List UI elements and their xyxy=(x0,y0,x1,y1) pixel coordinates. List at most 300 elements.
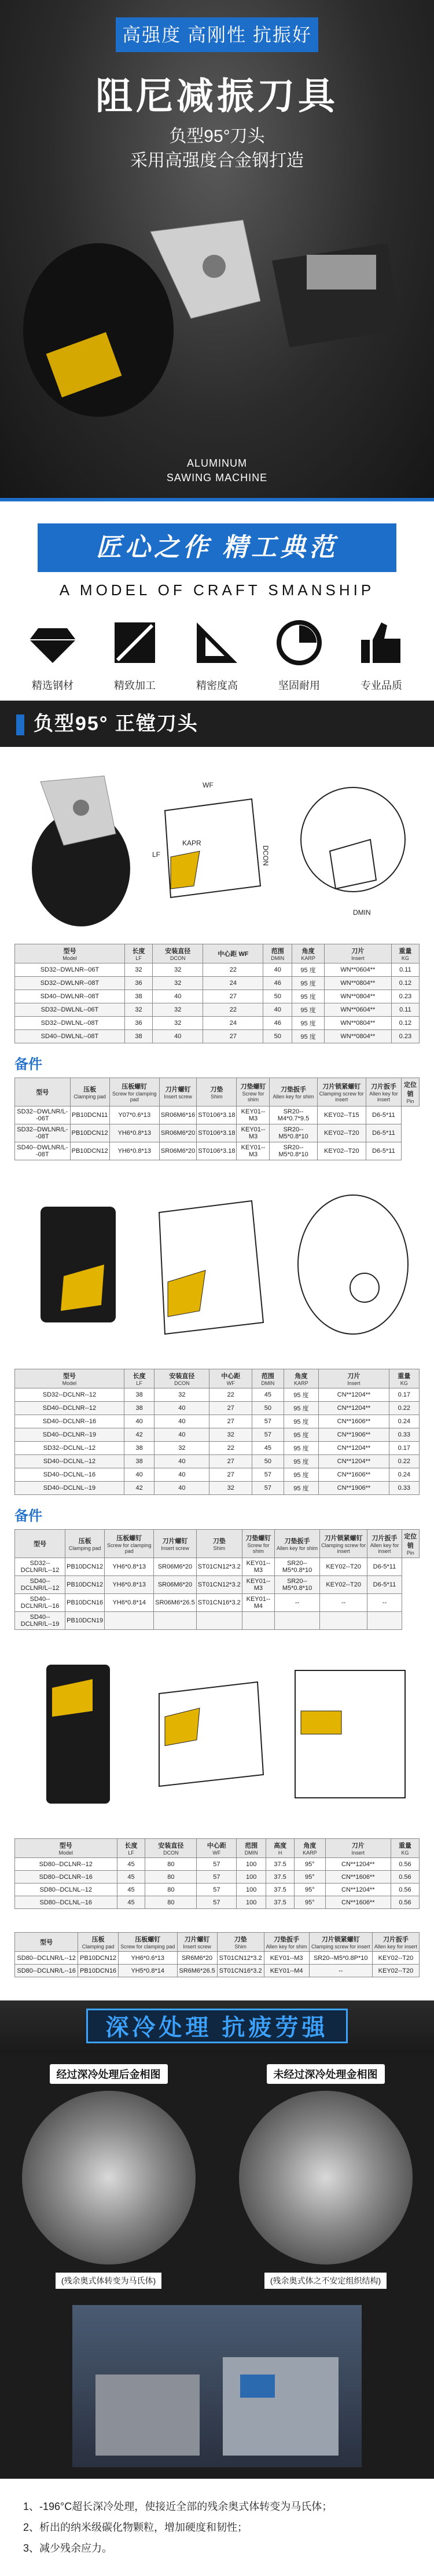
table-cell: KEY02--T15 xyxy=(317,1106,366,1124)
header-cn: 高度 xyxy=(274,1842,287,1849)
hero-subtitle-2: 采用高强度合金钢打造 xyxy=(130,151,304,170)
table-cell: 45 xyxy=(117,1858,145,1871)
table-cell: SR20--M5*0.8P*10 xyxy=(309,1952,372,1965)
column-header xyxy=(15,1839,117,1858)
table-cell: SD40--DCLNR/L--19 xyxy=(15,1612,65,1630)
table-cell: 40 xyxy=(155,1415,209,1428)
column-header xyxy=(317,1078,366,1106)
header-en: DMIN xyxy=(244,1850,258,1856)
table-cell: WN**0804** xyxy=(324,990,391,1003)
hero-title: 阻尼减振刀具 xyxy=(95,75,339,117)
deepcold-header xyxy=(0,2000,434,2053)
table-cell: CN**1606** xyxy=(325,1871,391,1884)
table-cell: 57 xyxy=(252,1482,284,1495)
table-cell: SD80--DCLNR--16 xyxy=(15,1871,117,1884)
header-en: Model xyxy=(58,1850,73,1856)
header-cn: 中心距 WF xyxy=(218,951,249,958)
section2-images xyxy=(0,1160,434,1369)
table-cell: 38 xyxy=(124,1455,154,1468)
column-header xyxy=(109,1078,159,1106)
header-cn: 刀垫 xyxy=(234,1936,247,1943)
table-cell: CN**1204** xyxy=(319,1402,389,1415)
micro-after xyxy=(13,2064,204,2289)
table-cell: 57 xyxy=(197,1884,237,1896)
table-cell: 22 xyxy=(203,963,263,977)
table-cell: KEY01--M3 xyxy=(237,1106,270,1124)
header-en: DCON xyxy=(174,1380,190,1386)
point-1: 1、-196°C超长深冷处理，使接近全部的残余奥式体转变为马氏体； xyxy=(23,2501,333,2512)
table-cell: 32 xyxy=(124,1003,152,1017)
insert-gray xyxy=(307,255,376,290)
table-row xyxy=(15,1030,420,1043)
factory-photo xyxy=(72,2305,362,2467)
table-dwln xyxy=(14,944,420,1043)
header-en: Allen key for insert xyxy=(374,1944,417,1950)
table-cell: SD80--DCLNR/L--16 xyxy=(15,1965,78,1977)
table-row xyxy=(15,1455,420,1468)
table-cell: 27 xyxy=(203,1030,263,1043)
table-cell: ST01CN12*3.2 xyxy=(217,1952,264,1965)
header-cn: 中心距 xyxy=(207,1842,226,1849)
column-header xyxy=(217,1933,264,1952)
table-cell: 32 xyxy=(209,1428,252,1442)
table-cell: 50 xyxy=(252,1402,284,1415)
table-dcln xyxy=(14,1369,420,1495)
header-en: Insert xyxy=(347,1380,361,1386)
diagram-dcln-top xyxy=(289,1178,417,1351)
table-cell: 32 xyxy=(155,1388,209,1402)
diagram-sd80-top xyxy=(284,1647,417,1821)
table-cell: 38 xyxy=(124,1388,154,1402)
table-cell: ST0106*3.18 xyxy=(197,1142,237,1160)
table-cell: 32 xyxy=(209,1482,252,1495)
header-cn: 刀垫扳手 xyxy=(274,1936,300,1943)
point-2: 2、析出的纳米级碳化物颗粒，增加硬度和韧性； xyxy=(23,2522,248,2533)
table-cell: ST01CN12*3.2 xyxy=(196,1558,242,1576)
table-row xyxy=(15,1017,420,1030)
table-cell: KEY01--M3 xyxy=(242,1558,274,1576)
table-cell: 45 xyxy=(117,1871,145,1884)
column-header xyxy=(15,1530,65,1558)
table-row xyxy=(15,1468,420,1482)
table-row xyxy=(15,977,420,990)
table-cell: PB10DCN16 xyxy=(65,1594,105,1612)
table-header-row xyxy=(15,1839,420,1858)
column-header xyxy=(15,1933,78,1952)
tool-photo-dcln xyxy=(17,1183,133,1346)
table-cell: ST0106*3.18 xyxy=(197,1106,237,1124)
header-cn: 安装直径 xyxy=(158,1842,184,1849)
diagram-sd80-side xyxy=(142,1647,275,1821)
table-cell: PB10DCN12 xyxy=(70,1142,109,1160)
header-en: Allen key for insert xyxy=(369,1091,398,1102)
header-cn: 范围 xyxy=(261,1373,274,1380)
hero-caption-1: ALUMINUM xyxy=(186,457,247,469)
table-cell: CN**1204** xyxy=(325,1858,391,1871)
table-cell: 40 xyxy=(153,1030,203,1043)
table-cell: CN**1906** xyxy=(319,1428,389,1442)
table-cell: SD40--DCLNL--12 xyxy=(15,1455,124,1468)
table-cell: KEY01--M3 xyxy=(242,1576,274,1594)
table-cell: -- xyxy=(320,1594,367,1612)
table-cell: KEY02--T20 xyxy=(317,1124,366,1142)
table-header-row xyxy=(15,1078,420,1106)
table-cell: SR06M6*26.5 xyxy=(154,1594,197,1612)
header-en: Pin xyxy=(406,1550,414,1556)
table-cell: 36 xyxy=(124,1017,152,1030)
table-cell: 40 xyxy=(263,1003,292,1017)
table-acc-dcln xyxy=(14,1529,420,1630)
column-header xyxy=(372,1933,419,1952)
dim-wf-label: WF xyxy=(203,781,214,789)
table-cell: SD32--DWLNL--08T xyxy=(15,1017,125,1030)
table-header-row xyxy=(15,1530,420,1558)
header-en: KG xyxy=(401,1850,409,1856)
table-cell: CN**1204** xyxy=(325,1884,391,1896)
table-cell: PB10DCN19 xyxy=(65,1612,105,1630)
table-cell: 80 xyxy=(145,1871,197,1884)
table-cell: 57 xyxy=(197,1896,237,1909)
column-header xyxy=(319,1369,389,1388)
header-cn: 刀片螺钉 xyxy=(184,1936,210,1943)
table-cell: WN**0804** xyxy=(324,1030,391,1043)
column-header xyxy=(309,1933,372,1952)
table-row xyxy=(15,1612,420,1630)
thumbs-up-icon xyxy=(355,617,407,669)
table-cell: CN**1606** xyxy=(325,1896,391,1909)
header-cn: 安装直径 xyxy=(165,948,191,955)
table-cell: 100 xyxy=(237,1884,266,1896)
table-cell xyxy=(275,1612,320,1630)
header-cn: 安装直径 xyxy=(169,1373,195,1380)
table-cell: 0.56 xyxy=(391,1896,419,1909)
table-cell: 40 xyxy=(155,1468,209,1482)
header-en: Screw for shim xyxy=(242,1091,264,1102)
header-en: KARP xyxy=(303,1850,317,1856)
header-cn: 刀片 xyxy=(351,948,365,955)
column-header xyxy=(197,1839,237,1858)
table-cell: SD40--DWLNR--08T xyxy=(15,990,125,1003)
header-cn: 长度 xyxy=(133,1373,146,1380)
table-cell: D6-5*11 xyxy=(367,1558,402,1576)
table-acc-sd80 xyxy=(14,1932,420,1977)
tool-photo-sd80 xyxy=(17,1647,133,1821)
table-cell: SD40--DWLNR/L--08T xyxy=(15,1142,71,1160)
table-cell: SD32--DCLNR--12 xyxy=(15,1388,124,1402)
table-cell: 50 xyxy=(252,1455,284,1468)
table-cell: CN**1204** xyxy=(319,1455,389,1468)
table-cell: 0.22 xyxy=(389,1455,419,1468)
table-cell: KEY02--T20 xyxy=(372,1965,419,1977)
table-cell: 0.12 xyxy=(391,1017,419,1030)
table-cell: SR20--M5*0.8*10 xyxy=(270,1124,317,1142)
table-row xyxy=(15,1482,420,1495)
table-cell: 37.5 xyxy=(266,1871,295,1884)
table-row xyxy=(15,1388,420,1402)
table-cell: 0.23 xyxy=(391,990,419,1003)
table-cell: SD80--DCLNR/L--12 xyxy=(15,1952,78,1965)
table-cell xyxy=(196,1612,242,1630)
table-cell: SR20--M5*0.8*10 xyxy=(275,1576,320,1594)
header-en: KG xyxy=(401,955,409,961)
table-cell: 27 xyxy=(209,1415,252,1428)
table-cell: KEY02--T20 xyxy=(320,1558,367,1576)
accessories-label-1: 备件 xyxy=(14,1057,42,1072)
header-cn: 角度 xyxy=(295,1373,308,1380)
header-cn: 压板螺钉 xyxy=(122,1083,148,1090)
header-cn: 型号 xyxy=(62,1373,76,1380)
header-en: Shim xyxy=(213,1545,226,1551)
micro-images xyxy=(0,2064,434,2289)
section1-header xyxy=(0,701,434,747)
table-cell xyxy=(367,1612,402,1630)
header-en: Insert screw xyxy=(164,1094,192,1100)
table-row xyxy=(15,1402,420,1415)
table-cell: 40 xyxy=(263,963,292,977)
header-en: LF xyxy=(135,955,142,961)
column-header xyxy=(320,1530,367,1558)
table-cell: 45 xyxy=(252,1388,284,1402)
micro-after-tag: 经过深冷处理后金相图 xyxy=(50,2064,168,2084)
table-cell: D6-5*11 xyxy=(366,1142,402,1160)
column-header xyxy=(325,1839,391,1858)
pie-clock-icon xyxy=(273,617,325,669)
table-cell: SD40--DWLNL--08T xyxy=(15,1030,125,1043)
column-header xyxy=(203,944,263,963)
column-header xyxy=(284,1369,319,1388)
header-cn: 刀片锁紧螺钉 xyxy=(322,1083,361,1090)
table-cell: SR20--M5*0.8*10 xyxy=(275,1558,320,1576)
table-cell: 95 度 xyxy=(284,1455,319,1468)
dim-dcon-label: DCON xyxy=(262,845,270,866)
table-row xyxy=(15,1858,420,1871)
table-cell: 22 xyxy=(209,1442,252,1455)
table-cell: 36 xyxy=(124,977,152,990)
table-cell: 46 xyxy=(263,977,292,990)
table-cell: KEY02--T20 xyxy=(372,1952,419,1965)
table-cell: SD80--DCLNR--12 xyxy=(15,1858,117,1871)
table-cell: PB10DCN16 xyxy=(78,1965,119,1977)
column-header xyxy=(366,1078,402,1106)
feature-label: 坚固耐用 xyxy=(278,680,320,691)
table-cell: 27 xyxy=(209,1455,252,1468)
table-cell: 32 xyxy=(155,1442,209,1455)
diagram-dwln-top xyxy=(289,764,417,926)
table-cell: 22 xyxy=(209,1388,252,1402)
table-cell: 0.56 xyxy=(391,1858,419,1871)
table-cell: YH6*0.6*13 xyxy=(118,1952,177,1965)
table-row xyxy=(15,1965,420,1977)
table-cell: 38 xyxy=(124,1030,152,1043)
table-cell: 0.11 xyxy=(391,963,419,977)
table-row xyxy=(15,963,420,977)
header-en: Model xyxy=(62,955,77,961)
table-cell: SR06M6*20 xyxy=(154,1576,197,1594)
table-cell: 0.17 xyxy=(389,1388,419,1402)
table-cell: 100 xyxy=(237,1896,266,1909)
table-cell: PB10DCN12 xyxy=(65,1558,105,1576)
table-cell: YH6*0.8*13 xyxy=(105,1558,154,1576)
header-en: Insert xyxy=(351,1850,365,1856)
header-cn: 刀片 xyxy=(347,1373,361,1380)
table-cell: SD40--DCLNR--12 xyxy=(15,1402,124,1415)
hero-tool-image xyxy=(17,191,422,446)
accessories-label-2: 备件 xyxy=(14,1508,42,1524)
table-row xyxy=(15,1884,420,1896)
table-cell: KEY02--T20 xyxy=(317,1142,366,1160)
table-cell: 57 xyxy=(252,1428,284,1442)
table-cell: 95 度 xyxy=(284,1388,319,1402)
header-en: Screw for clamping pad xyxy=(112,1091,157,1102)
table-cell: SD40--DCLNR/L--12 xyxy=(15,1576,65,1594)
table-cell: 95° xyxy=(295,1896,326,1909)
column-header xyxy=(295,1839,326,1858)
header-cn: 重量 xyxy=(398,1842,411,1849)
column-header xyxy=(145,1839,197,1858)
tool-photo-dwln xyxy=(17,764,133,926)
header-cn: 型号 xyxy=(40,1939,53,1946)
table-cell: SD80--DCLNL--12 xyxy=(15,1884,117,1896)
table-cell: 37.5 xyxy=(266,1896,295,1909)
table-cell: YH6*0.8*13 xyxy=(109,1124,159,1142)
micro-before xyxy=(230,2064,421,2289)
feature-durable xyxy=(264,617,334,692)
column-header xyxy=(275,1530,320,1558)
table-cell: SD32--DCLNR/L--12 xyxy=(15,1558,65,1576)
table-row xyxy=(15,1142,420,1160)
column-header xyxy=(153,944,203,963)
table-row xyxy=(15,990,420,1003)
table-cell: 37.5 xyxy=(266,1884,295,1896)
table-cell: SD32--DWLNR--08T xyxy=(15,977,125,990)
table-cell: WN**0604** xyxy=(324,1003,391,1017)
column-header xyxy=(237,1839,266,1858)
table-row xyxy=(15,1576,420,1594)
table-cell: ST01CN16*3.2 xyxy=(217,1965,264,1977)
factory-illustration xyxy=(72,2305,362,2467)
column-header xyxy=(292,944,325,963)
column-header xyxy=(78,1933,119,1952)
column-header xyxy=(391,944,419,963)
table-header-row xyxy=(15,1933,420,1952)
column-header xyxy=(15,1369,124,1388)
micro-after-note: (残余奥式体转变为马氏体) xyxy=(56,2273,161,2289)
table-cell: D6-5*11 xyxy=(366,1106,402,1124)
table-cell: 100 xyxy=(237,1858,266,1871)
header-cn: 刀片扳手 xyxy=(382,1936,409,1943)
table-cell: YH6*0.8*13 xyxy=(109,1142,159,1160)
column-header xyxy=(252,1369,284,1388)
column-header xyxy=(389,1369,419,1388)
dim-kapr-label: KAPR xyxy=(182,839,201,847)
table-cell: 95 度 xyxy=(284,1402,319,1415)
table-cell: -- xyxy=(367,1594,402,1612)
table-cell: 40 xyxy=(155,1428,209,1442)
dim-dmin-label: DMIN xyxy=(353,908,371,917)
table-cell: 0.11 xyxy=(391,1003,419,1017)
table-cell: SR06M6*20 xyxy=(159,1142,196,1160)
table-cell xyxy=(320,1612,367,1630)
header-cn: 刀垫扳手 xyxy=(284,1538,310,1545)
table-cell: SD32--DWLNR/L--08T xyxy=(15,1124,71,1142)
table-cell: 95 度 xyxy=(284,1415,319,1428)
table-cell: SR20--M4*0.7*9.5 xyxy=(270,1106,317,1124)
table-cell: ST0106*3.18 xyxy=(197,1124,237,1142)
table-cell: 0.12 xyxy=(391,977,419,990)
table-cell: ST01CN12*3.2 xyxy=(196,1576,242,1594)
table-cell: SR6M6*26.5 xyxy=(177,1965,217,1977)
header-en: Screw for clamping pad xyxy=(120,1944,175,1950)
table-cell: 45 xyxy=(117,1884,145,1896)
column-header xyxy=(117,1839,145,1858)
table-cell: 40 xyxy=(153,990,203,1003)
table-header-row xyxy=(15,944,420,963)
column-header xyxy=(154,1530,197,1558)
table-row xyxy=(15,1871,420,1884)
column-header xyxy=(65,1530,105,1558)
table-cell: 40 xyxy=(124,1468,154,1482)
column-header xyxy=(391,1839,419,1858)
table-cell: 46 xyxy=(263,1017,292,1030)
header-en: Allen key for shim xyxy=(266,1944,307,1950)
table-cell: SR06M6*16 xyxy=(159,1106,196,1124)
table-cell: 95 度 xyxy=(284,1428,319,1442)
column-header xyxy=(118,1933,177,1952)
table-cell: 38 xyxy=(124,1402,154,1415)
table-cell: KEY01--M3 xyxy=(237,1124,270,1142)
table-cell: 27 xyxy=(209,1402,252,1415)
micro-after-image xyxy=(22,2091,196,2264)
header-cn: 刀垫 xyxy=(210,1086,223,1093)
table-cell: ST01CN16*3.2 xyxy=(196,1594,242,1612)
header-en: DMIN xyxy=(271,955,285,961)
hero-subtitle-1: 负型95°刀头 xyxy=(169,127,265,146)
table-cell: 42 xyxy=(124,1482,154,1495)
header-en: Allen key for insert xyxy=(370,1542,399,1554)
table-cell: 80 xyxy=(145,1858,197,1871)
header-cn: 中心距 xyxy=(221,1373,241,1380)
micro-before-tag: 未经过深冷处理金相图 xyxy=(267,2064,385,2084)
table-cell: Y07*0.6*13 xyxy=(109,1106,159,1124)
diamond-icon xyxy=(27,617,79,669)
diagram-dwln-side xyxy=(148,764,275,926)
header-cn: 重量 xyxy=(399,948,412,955)
header-en: Insert screw xyxy=(161,1545,189,1551)
column-header xyxy=(270,1078,317,1106)
table-cell: 95 度 xyxy=(292,1017,325,1030)
table-cell: 38 xyxy=(124,1442,154,1455)
header-cn: 压板 xyxy=(91,1936,105,1943)
header-cn: 角度 xyxy=(301,948,315,955)
table-cell: KEY02--T20 xyxy=(320,1576,367,1594)
header-cn: 范围 xyxy=(245,1842,258,1849)
section1-title: 负型95° 正镗刀头 xyxy=(34,713,198,735)
table-sd80 xyxy=(14,1838,420,1909)
header-cn: 型号 xyxy=(59,1842,72,1849)
dim-lf-label: LF xyxy=(152,851,161,859)
table-cell: 95 度 xyxy=(284,1442,319,1455)
table-cell: WN**0804** xyxy=(324,977,391,990)
header-en: DCON xyxy=(170,955,186,961)
header-cn: 刀垫螺钉 xyxy=(245,1535,271,1542)
table-cell: KEY01--M3 xyxy=(264,1952,309,1965)
header-en: Clamping screw for insert xyxy=(321,1542,366,1554)
header-en: LF xyxy=(128,1850,134,1856)
header-en: Shim xyxy=(234,1944,247,1950)
table-cell: SD40--DCLNR--16 xyxy=(15,1415,124,1428)
table-row xyxy=(15,1428,420,1442)
header-cn: 长度 xyxy=(132,948,145,955)
